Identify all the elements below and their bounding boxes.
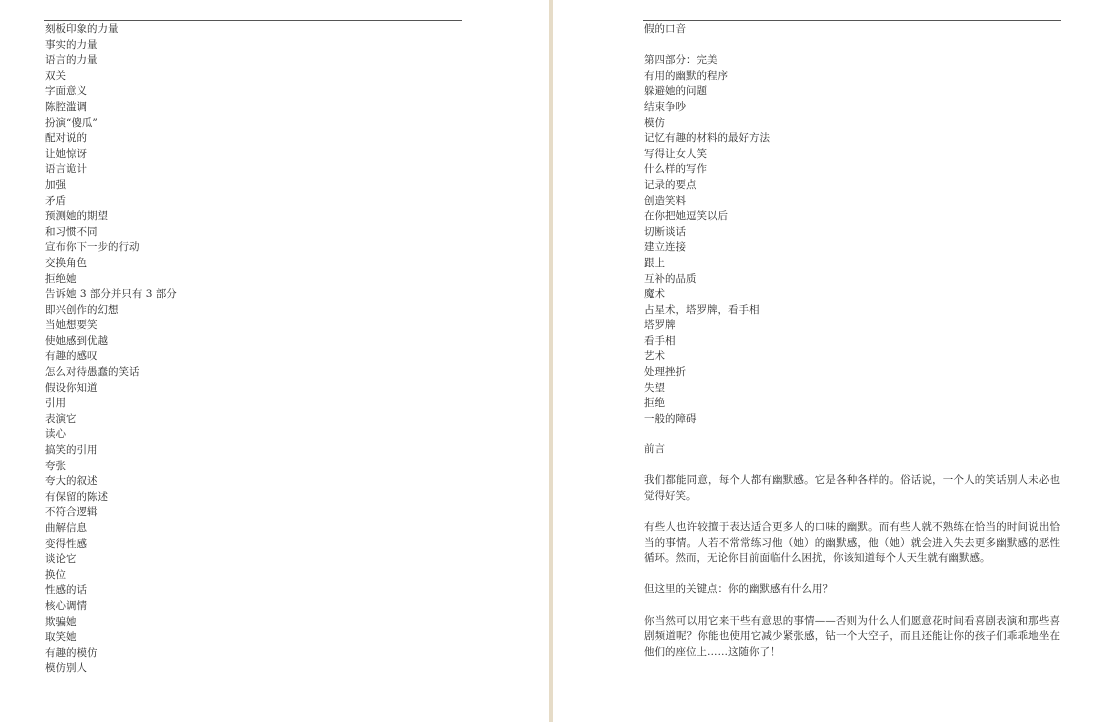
toc-item: 夸张 [45, 459, 66, 472]
toc-item: 一般的障碍 [644, 412, 697, 425]
toc-item: 字面意义 [45, 85, 87, 98]
toc-item: 宣布你下一步的行动 [45, 241, 140, 254]
toc-item: 模仿别人 [45, 662, 87, 675]
toc-item: 核心调情 [45, 599, 87, 612]
paragraph: 我们都能同意，每个人都有幽默感。它是各种各样的。俗话说，一个人的笑话别人未必也觉得好笑。 [644, 474, 1060, 502]
toc-item: 躲避她的问题 [644, 85, 707, 98]
toc-list [45, 22, 177, 677]
toc-item: 扮演“傻瓜” [45, 116, 98, 129]
toc-item: 和习惯不同 [45, 225, 98, 238]
header-rule [643, 20, 1061, 21]
toc-item: 取笑她 [45, 631, 77, 644]
toc-item: 看手相 [644, 334, 676, 347]
toc-item: 夸大的叙述 [45, 475, 98, 488]
toc-item: 配对说的 [45, 132, 87, 145]
toc-item: 告诉她 3 部分并只有 3 部分 [45, 288, 177, 301]
toc-item: 结束争吵 [644, 100, 686, 113]
toc-item: 当她想要笑 [45, 319, 98, 332]
toc-item: 假设你知道 [45, 381, 98, 394]
toc-item: 读心 [45, 428, 66, 441]
toc-item: 塔罗牌 [644, 319, 676, 332]
toc-item: 创造笑料 [644, 194, 686, 207]
toc-item: 即兴创作的幻想 [45, 303, 119, 316]
paragraph: 但这里的关键点：你的幽默感有什么用？ [644, 583, 833, 596]
toc-item: 变得性感 [45, 537, 87, 550]
toc-item: 不符合逻辑 [45, 506, 98, 519]
toc-item: 怎么对待愚蠢的笑话 [45, 366, 140, 379]
body-text [644, 442, 1060, 676]
toc-item: 双关 [45, 69, 66, 82]
toc-item: 互补的品质 [644, 272, 697, 285]
toc-item: 让她惊讶 [45, 147, 87, 160]
toc-item: 事实的力量 [45, 38, 98, 51]
part-title: 第四部分：完美 [644, 54, 718, 67]
toc-item: 谈论它 [45, 553, 77, 566]
toc-item: 记忆有趣的材料的最好方法 [644, 132, 770, 145]
toc-item: 写得让女人笑 [644, 147, 707, 160]
toc-item: 性感的话 [45, 584, 87, 597]
toc-item: 记录的要点 [644, 178, 697, 191]
spacer [644, 38, 770, 54]
toc-item: 预测她的期望 [45, 210, 108, 223]
toc-item: 加强 [45, 178, 66, 191]
toc-item: 矛盾 [45, 194, 66, 207]
right-page [553, 0, 1098, 722]
toc-item: 什么样的写作 [644, 163, 707, 176]
toc-item: 假的口音 [644, 23, 686, 35]
toc-item: 拒绝 [644, 397, 665, 410]
toc-item: 搞笑的引用 [45, 444, 98, 457]
toc-item: 模仿 [644, 116, 665, 129]
header-rule [44, 20, 462, 21]
toc-list [644, 22, 770, 427]
toc-item: 魔术 [644, 288, 665, 301]
toc-item: 使她感到优越 [45, 334, 108, 347]
paragraph: 你当然可以用它来干些有意思的事情——否则为什么人们愿意花时间看喜剧表演和那些喜剧频道呢？你能也使用它减少紧张感，钻一个大空子，而且还能让你的孩子们乖乖地坐在他们的座位上……这随你了！ [644, 614, 1060, 658]
toc-item: 失望 [644, 381, 665, 394]
toc-item: 语言诡计 [45, 163, 87, 176]
toc-item: 陈腔滥调 [45, 100, 87, 113]
toc-item: 处理挫折 [644, 366, 686, 379]
toc-item: 欺骗她 [45, 615, 77, 628]
toc-item: 有用的幽默的程序 [644, 69, 728, 82]
toc-item: 艺术 [644, 350, 665, 363]
toc-item: 有保留的陈述 [45, 490, 108, 503]
toc-item: 有趣的感叹 [45, 350, 98, 363]
toc-item: 切断谈话 [644, 225, 686, 238]
toc-item: 表演它 [45, 412, 77, 425]
paragraph: 有些人也许较擅于表达适合更多人的口味的幽默。而有些人就不熟练在恰当的时间说出恰当的事情。人若不常常练习他（她）的幽默感，他（她）就会进入失去更多幽默感的恶性循环。然而，无论你目前面临什么困扰，你该知道每个人天生就有幽默感。 [644, 520, 1060, 565]
section-heading: 前言 [644, 443, 665, 455]
toc-item: 刻板印象的力量 [45, 23, 119, 35]
toc-item: 跟上 [644, 256, 665, 269]
toc-item: 曲解信息 [45, 522, 87, 534]
toc-item: 占星术，塔罗牌，看手相 [644, 303, 760, 316]
toc-item: 在你把她逗笑以后 [644, 210, 728, 223]
toc-item: 引用 [45, 397, 66, 410]
toc-item: 拒绝她 [45, 272, 77, 285]
toc-item: 交换角色 [45, 256, 87, 269]
toc-item: 有趣的模仿 [45, 646, 98, 659]
toc-item: 语言的力量 [45, 54, 98, 67]
toc-item: 建立连接 [644, 241, 686, 254]
toc-item: 换位 [45, 568, 66, 581]
